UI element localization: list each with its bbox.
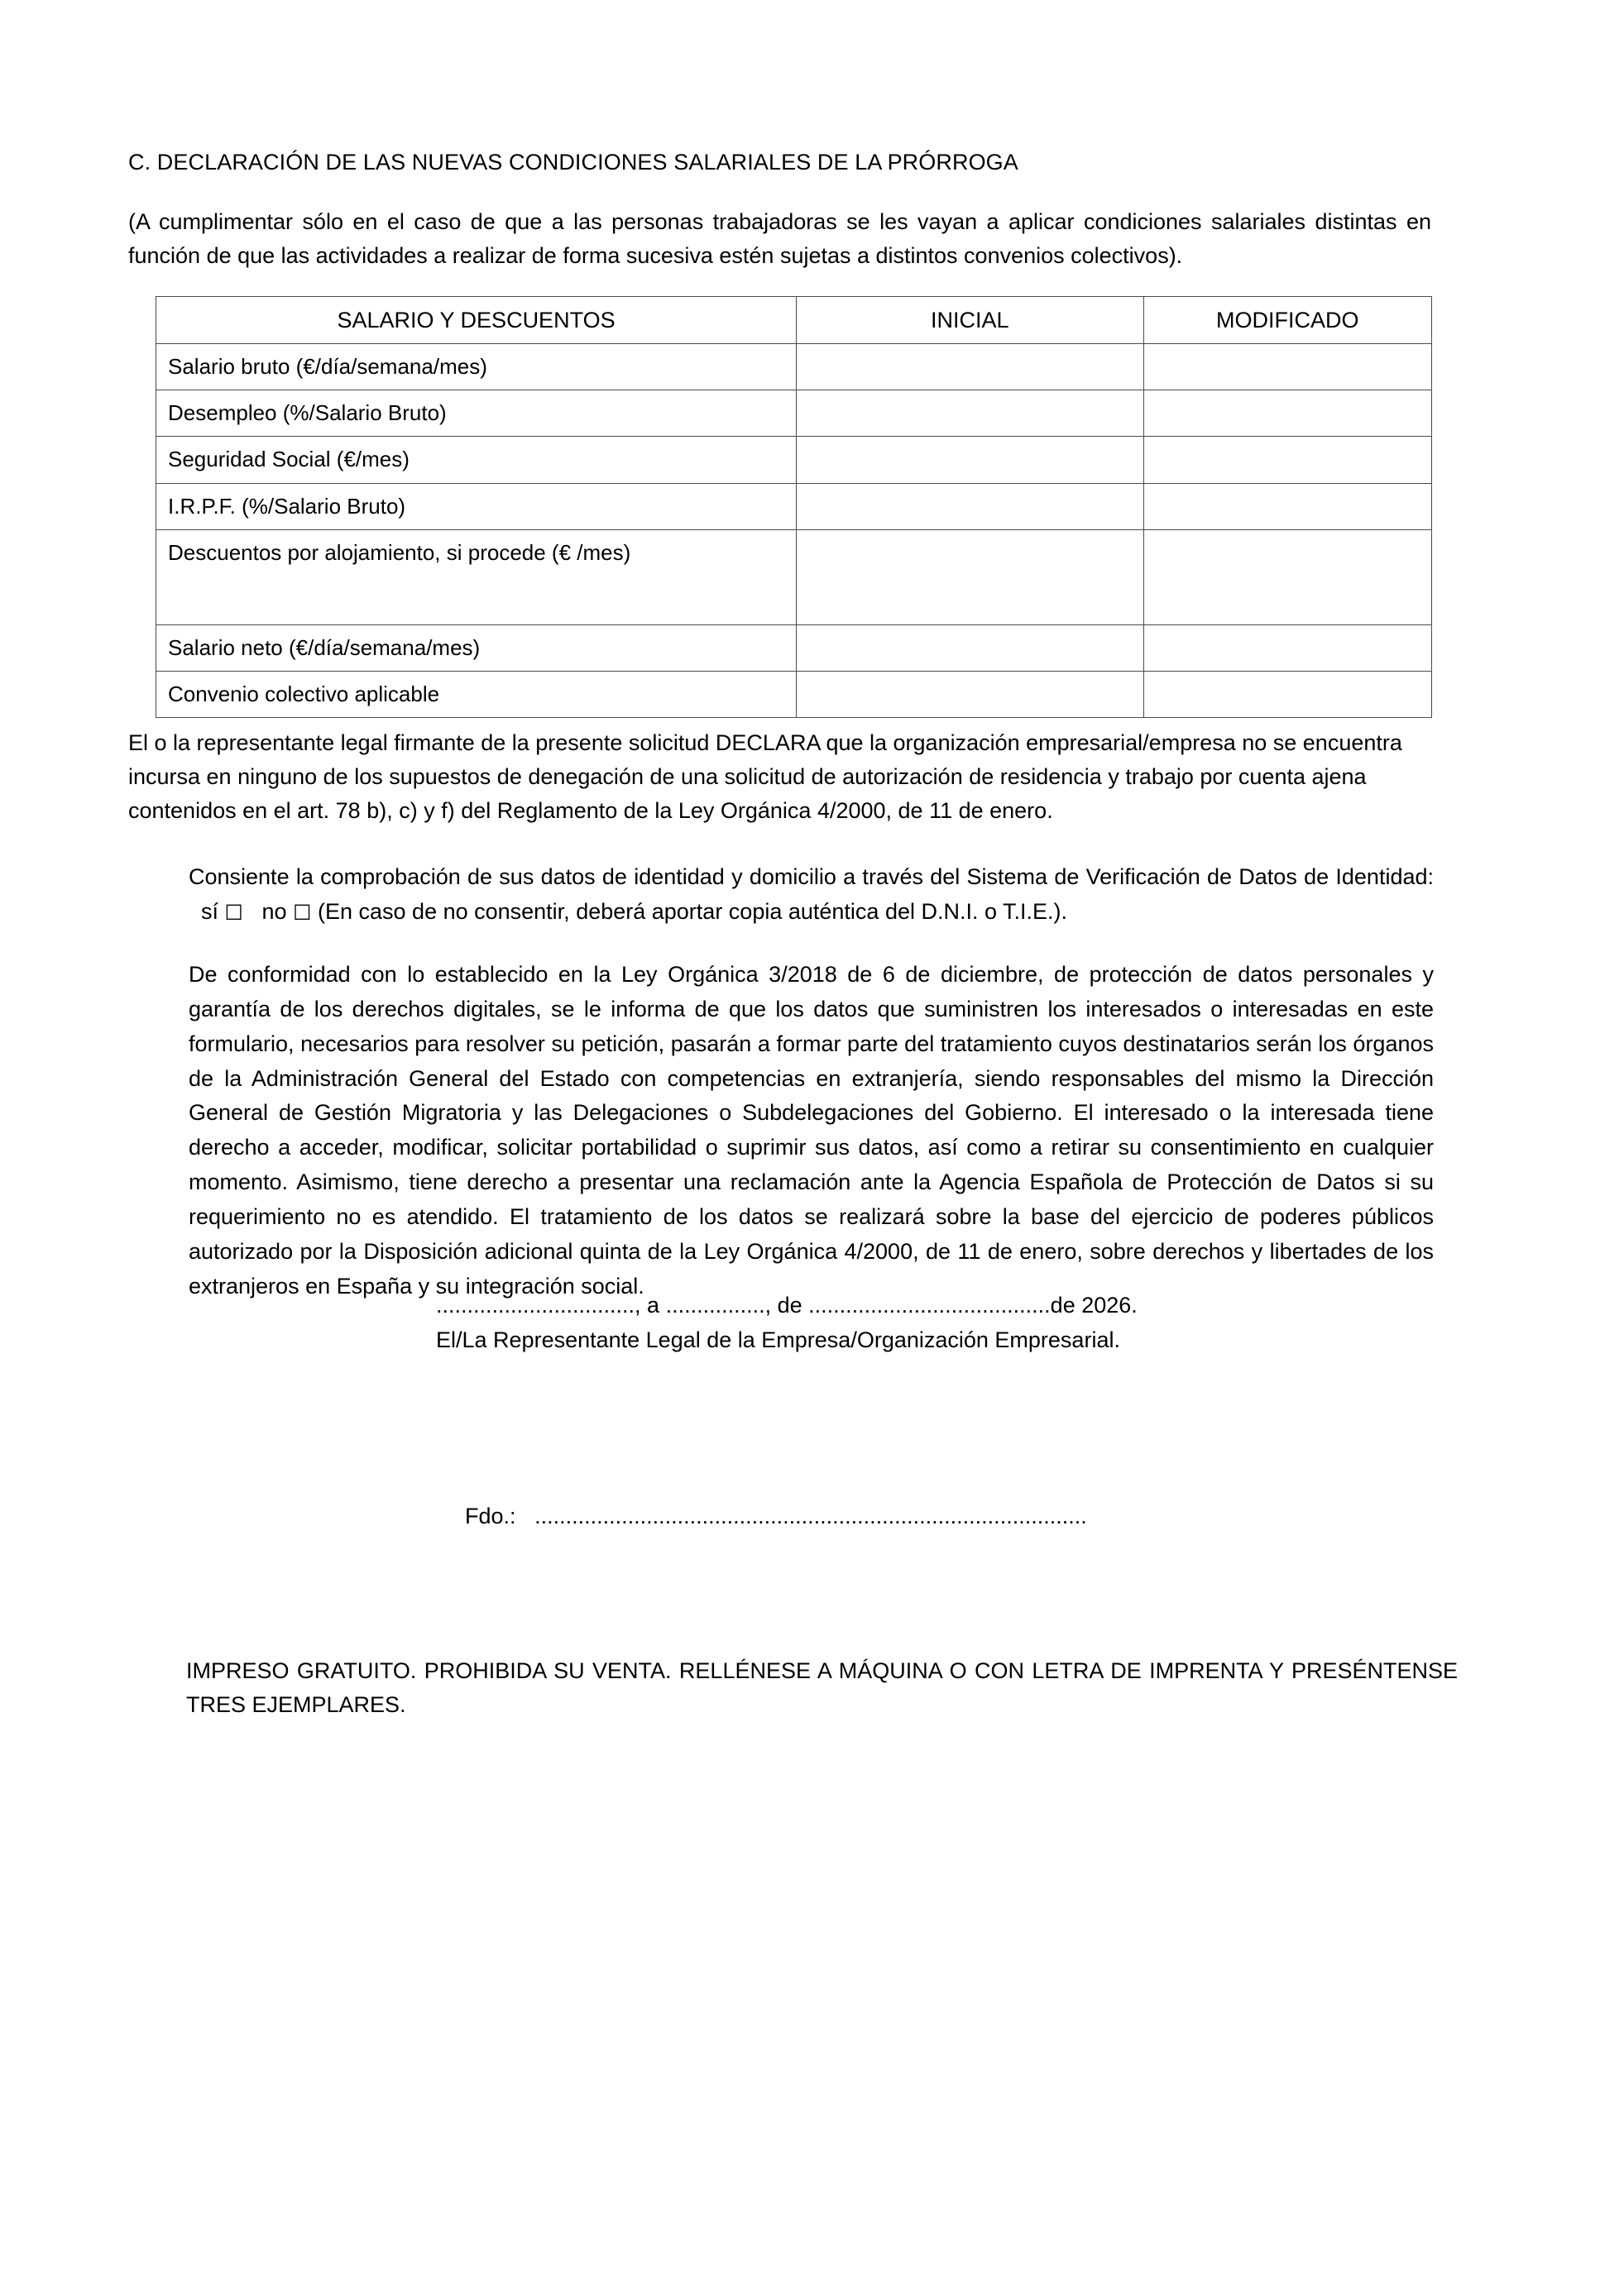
cell-inicial-convenio-colectivo[interactable] bbox=[797, 671, 1143, 717]
cell-modificado-irpf[interactable] bbox=[1143, 483, 1432, 529]
consent-lead-text: Consiente la comprobación de sus datos de identidad y domicilio a través del Sistema de Verificación de Datos de Identidad: bbox=[189, 864, 1434, 889]
privacy-notice-paragraph: De conformidad con lo establecido en la Ley Orgánica 3/2018 de 6 de diciembre, de protección de datos personales y garantía de los derechos digitales, se le informa de que los datos que suministren los interesados o interesadas en este formulario, necesarios para resolver su petición, pasarán a formar parte del tratamiento cuyos destinatarios serán los órganos de la Administración General del Estado con competencias en extranjería, siendo responsables del mismo la Dirección General de Gestión Migratoria y las Delegaciones o Subdelegaciones del Gobierno. El interesado o la interesada tiene derecho a acceder, modificar, solicitar portabilidad o suprimir sus datos, así como a retirar su consentimiento en cualquier momento. Asimismo, tiene derecho a presentar una reclamación ante la Agencia Española de Protección de Datos si su requerimiento no es atendido. El tratamiento de los datos se realizará sobre la base del ejercicio de poderes públicos autorizado por la Disposición adicional quinta de la Ley Orgánica 4/2000, de 11 de enero, sobre derechos y libertades de los extranjeros en España y su integración social. bbox=[189, 962, 1434, 1299]
row-label-descuentos-alojamiento: Descuentos por alojamiento, si procede (€ /mes) bbox=[156, 529, 797, 624]
page-title: C. DECLARACIÓN DE LAS NUEVAS CONDICIONES SALARIALES DE LA PRÓRROGA bbox=[128, 150, 1018, 175]
column-header-concept: SALARIO Y DESCUENTOS bbox=[156, 297, 797, 344]
row-label-convenio-colectivo: Convenio colectivo aplicable bbox=[156, 671, 797, 717]
consent-yes-checkbox[interactable]: ☐ bbox=[224, 900, 243, 925]
consent-yes-label: sí bbox=[201, 898, 219, 924]
row-label-irpf: I.R.P.F. (%/Salario Bruto) bbox=[156, 483, 797, 529]
place-and-date-line[interactable]: ................................, a ................, de .......................................de 2026. bbox=[436, 1293, 1138, 1318]
cell-inicial-seguridad-social[interactable] bbox=[797, 437, 1143, 483]
cell-modificado-salario-neto[interactable] bbox=[1143, 624, 1432, 671]
cell-modificado-convenio-colectivo[interactable] bbox=[1143, 671, 1432, 717]
table-row bbox=[156, 437, 1432, 483]
salary-table-container bbox=[156, 296, 1432, 718]
cell-modificado-desempleo[interactable] bbox=[1143, 390, 1432, 437]
table-header-row bbox=[156, 297, 1432, 344]
column-header-inicial: INICIAL bbox=[797, 297, 1143, 344]
intro-paragraph: (A cumplimentar sólo en el caso de que a las personas trabajadoras se les vayan a aplicar condiciones salariales distintas en función de que las actividades a realizar de forma sucesiva estén sujetas a distintos convenios colectivos). bbox=[128, 209, 1431, 269]
consent-no-checkbox[interactable]: ☐ bbox=[293, 900, 312, 925]
table-row bbox=[156, 529, 1432, 624]
signature-block bbox=[436, 1289, 1138, 1358]
cell-inicial-salario-neto[interactable] bbox=[797, 624, 1143, 671]
salary-and-deductions-table bbox=[156, 296, 1432, 718]
table-row bbox=[156, 390, 1432, 437]
column-header-modificado: MODIFICADO bbox=[1143, 297, 1432, 344]
cell-modificado-descuentos-alojamiento[interactable] bbox=[1143, 529, 1432, 624]
cell-inicial-salario-bruto[interactable] bbox=[797, 344, 1143, 390]
row-label-seguridad-social: Seguridad Social (€/mes) bbox=[156, 437, 797, 483]
table-row bbox=[156, 671, 1432, 717]
representative-role-line: El/La Representante Legal de la Empresa/Organización Empresarial. bbox=[436, 1327, 1120, 1352]
row-label-desempleo: Desempleo (%/Salario Bruto) bbox=[156, 390, 797, 437]
row-label-salario-bruto: Salario bruto (€/día/semana/mes) bbox=[156, 344, 797, 390]
table-row bbox=[156, 483, 1432, 529]
cell-inicial-desempleo[interactable] bbox=[797, 390, 1143, 437]
cell-inicial-descuentos-alojamiento[interactable] bbox=[797, 529, 1143, 624]
fdo-label: Fdo.: bbox=[465, 1504, 516, 1528]
consent-no-label: no bbox=[261, 898, 287, 924]
table-row bbox=[156, 344, 1432, 390]
cell-modificado-seguridad-social[interactable] bbox=[1143, 437, 1432, 483]
cell-inicial-irpf[interactable] bbox=[797, 483, 1143, 529]
footer-note: IMPRESO GRATUITO. PROHIBIDA SU VENTA. RELLÉNESE A MÁQUINA O CON LETRA DE IMPRENTA Y PRESÉNTENSE TRES EJEMPLARES. bbox=[186, 1658, 1458, 1717]
cell-modificado-salario-bruto[interactable] bbox=[1143, 344, 1432, 390]
table-row bbox=[156, 624, 1432, 671]
consent-trailing-text: (En caso de no consentir, deberá aportar copia auténtica del D.N.I. o T.I.E.). bbox=[318, 898, 1068, 924]
declaration-paragraph: El o la representante legal firmante de la presente solicitud DECLARA que la organización empresarial/empresa no se encuentra incursa en ninguno de los supuestos de denegación de una solicitud de autorización de residencia y trabajo por cuenta ajena contenidos en el art. 78 b), c) y f) del Reglamento de la Ley Orgánica 4/2000, de 11 de enero. bbox=[128, 730, 1402, 824]
consent-paragraph bbox=[189, 860, 1434, 930]
signature-fdo-line bbox=[465, 1501, 1087, 1533]
fdo-dotted-line[interactable]: ......................................................................................... bbox=[534, 1504, 1087, 1528]
row-label-salario-neto: Salario neto (€/día/semana/mes) bbox=[156, 624, 797, 671]
